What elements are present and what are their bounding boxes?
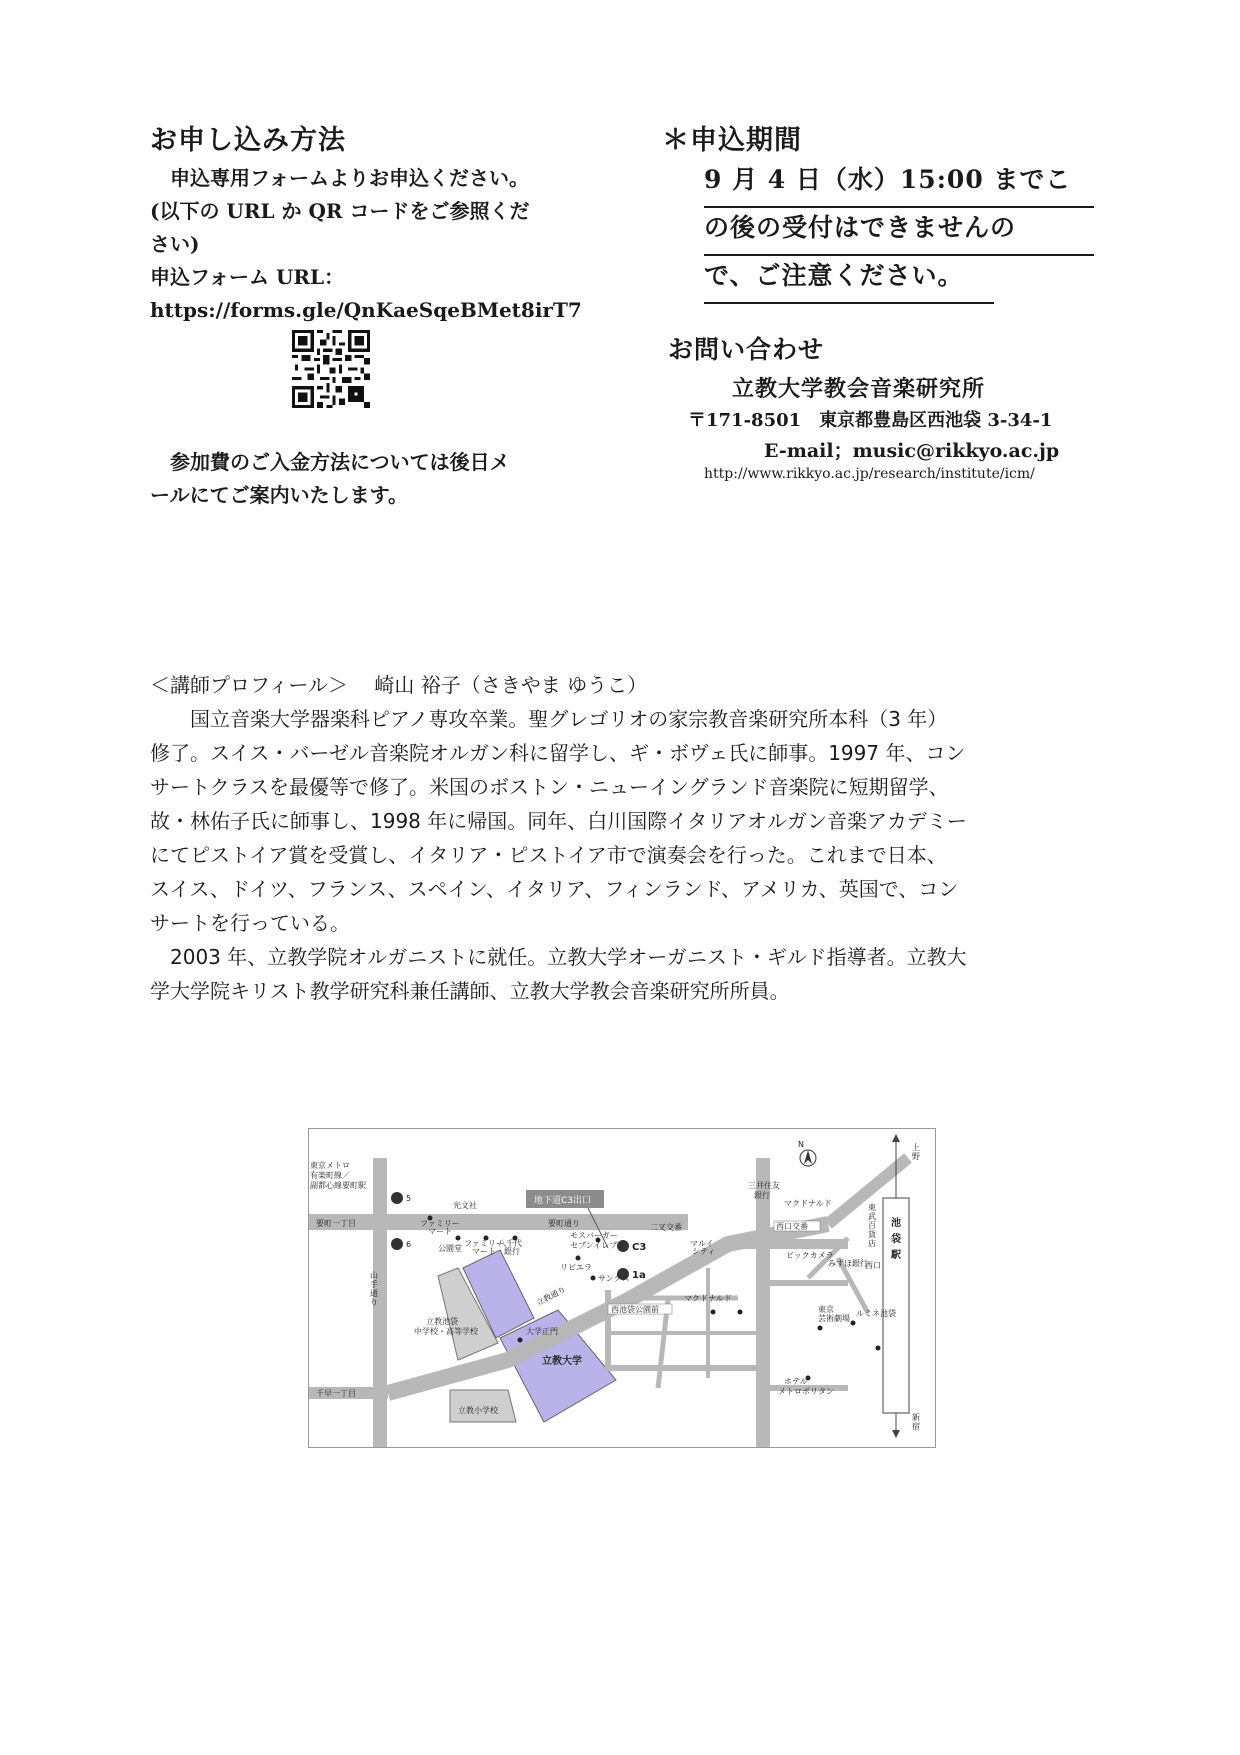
fee-notice [150, 446, 590, 512]
hotel-label: メトロポリタン [778, 1387, 834, 1396]
shinjuku-label: 新 [912, 1413, 920, 1422]
mcd-label: マクドナルド [784, 1199, 832, 1208]
profile-line: スイス、ドイツ、フランス、スペイン、イタリア、フィンランド、アメリカ、英国で、コン [150, 877, 959, 901]
yamate-street-label: 手 [370, 1280, 378, 1289]
fee-line: ールにてご案内いたします。 [150, 483, 408, 507]
contact-email[interactable]: E-mail；music@rikkyo.ac.jp [764, 440, 1060, 462]
north-label: N [798, 1140, 804, 1149]
mcd-2-label: マクドナルド [684, 1294, 732, 1303]
marui-label: シティ [692, 1247, 716, 1256]
exit-5-label: 5 [406, 1194, 412, 1203]
junior-high-label: 立教池袋 [426, 1317, 458, 1326]
period-line: 9 月 4 日（水）15:00 までこ [704, 160, 1094, 208]
application-line: さい) [150, 232, 200, 256]
futamata-label: 二叉交番 [650, 1223, 682, 1232]
yamate-street-label: 通 [370, 1289, 378, 1298]
kobunsha-label: 光文社 [453, 1201, 477, 1210]
application-url-link[interactable]: https://forms.gle/QnKaeSqeBMet8irT7 [150, 298, 582, 322]
contact-organization: 立教大学教会音楽研究所 [732, 376, 986, 402]
ikebukuro-station-label: 袋 [891, 1234, 901, 1245]
application-url-label: 申込フォーム URL： [150, 265, 345, 289]
profile-line: 故・林佑子氏に師事し、1998 年に帰国。同年、白川国際イタリアオルガン音楽アカデミー [150, 809, 967, 833]
shinjuku-label: 宿 [912, 1422, 920, 1431]
koen-label: 公園堂 [438, 1244, 462, 1253]
ueno-label: 野 [912, 1152, 920, 1161]
metro-label: 有楽町線／ [310, 1171, 350, 1180]
contact-url-link[interactable]: http://www.rikkyo.ac.jp/research/institute/icm/ [704, 466, 1035, 482]
yamate-street-label: 山 [370, 1271, 378, 1280]
underground-exit-label: 地下道C3出口 [534, 1196, 592, 1206]
mos-label: モスバーガー [570, 1231, 618, 1240]
application-instructions [150, 162, 590, 327]
profile-line: 修了。スイス・バーゼル音楽院オルガン科に留学し、ギ・ボヴェ氏に師事。1997 年、コン [150, 741, 966, 765]
exit-6-label: 6 [406, 1240, 412, 1249]
metro-label: 東京メトロ [310, 1161, 350, 1170]
contact-heading: お問い合わせ [668, 335, 825, 364]
fee-line: 参加費のご入金方法については後日メ [170, 450, 510, 474]
period-line: の後の受付はできませんの [704, 208, 1094, 256]
qr-code-icon [292, 330, 370, 408]
sumitomo-label: 銀行 [754, 1191, 770, 1200]
geigeki-label: 東京 [818, 1305, 834, 1314]
rikkyo-street-label: 立教通り [534, 1284, 568, 1308]
ueno-label: 上 [912, 1143, 920, 1152]
profile-line: サートを行っている。 [150, 911, 350, 935]
profile-line: にてピストイア賞を受賞し、イタリア・ピストイア市で演奏会を行った。これまで日本、 [150, 843, 947, 867]
ribiera-label: リビエラ [560, 1263, 592, 1272]
mizuho-label: みずほ銀行 [828, 1259, 868, 1268]
profile-line: サートクラスを最優等で修了。米国のボストン・ニューイングランド音楽院に短期留学、 [150, 775, 949, 799]
sumitomo-label: 三井住友 [748, 1181, 780, 1190]
profile-line: 2003 年、立教学院オルガニストに就任。立教大学オーガニスト・ギルド指導者。立教大 [150, 945, 967, 969]
familymart-label: ファミリー [420, 1219, 460, 1228]
familymart-label: マート [428, 1227, 452, 1236]
nishiguchi-label: 西口 [865, 1261, 881, 1270]
kaname-street-label: 要町通り [548, 1219, 580, 1228]
instructor-profile [150, 668, 1090, 1008]
kaname-crossing-label: 要町一丁目 [316, 1219, 356, 1228]
profile-title: ＜講師プロフィール＞ 崎山 裕子（さきやま ゆうこ） [150, 673, 648, 697]
elementary-label: 立教小学校 [458, 1406, 498, 1415]
tobu-label: 武 [868, 1212, 876, 1221]
lumine-label: ルミネ池袋 [856, 1309, 896, 1318]
yamate-street-label: り [370, 1298, 378, 1307]
nishiguchi-koban-label: 西口交番 [776, 1222, 808, 1231]
seven-label: セブンイレブン [570, 1241, 625, 1250]
tobu-label: 貨 [868, 1230, 876, 1239]
period-line: で、ご注意ください。 [704, 256, 994, 304]
application-line: 申込専用フォームよりお申込ください。 [170, 166, 529, 190]
contact-address: 〒171-8501 東京都豊島区西池袋 3-34-1 [688, 410, 1053, 431]
tobu-label: 東 [868, 1203, 876, 1212]
marui-label: マルイ [690, 1239, 714, 1248]
university-label: 立教大学 [542, 1356, 582, 1367]
profile-line: 国立音楽大学器楽科ピアノ専攻卒業。聖グレゴリオの家宗教音楽研究所本科（3 年） [150, 707, 948, 731]
tobu-label: 百 [868, 1221, 876, 1230]
sunkus-label: サンクス [598, 1274, 630, 1283]
hachijuni-label: 八千代 [498, 1239, 522, 1248]
exit-1a-label: 1a [632, 1270, 646, 1281]
period-heading: ＊申込期間 [662, 125, 802, 156]
access-map [308, 1128, 936, 1448]
ikebukuro-station-label: 駅 [891, 1250, 901, 1261]
senkawa-crossing-label: 千早一丁目 [316, 1389, 356, 1398]
tobu-label: 店 [868, 1239, 876, 1248]
hachijuni-label: 銀行 [504, 1247, 520, 1256]
geigeki-label: 芸術劇場 [818, 1314, 850, 1323]
familymart-2-label: マート [472, 1247, 496, 1256]
hotel-label: ホテル [784, 1377, 808, 1386]
application-heading: お申し込み方法 [150, 125, 346, 156]
application-line: (以下の URL か QR コードをご参照くだ [150, 199, 530, 223]
bic-label: ビックカメラ [786, 1251, 834, 1260]
exit-c3-label: C3 [632, 1242, 647, 1253]
main-gate-label: 大学正門 [526, 1327, 558, 1336]
period-notice [704, 160, 1094, 304]
profile-line: 学大学院キリスト教学研究科兼任講師、立教大学教会音楽研究所所員。 [150, 979, 790, 1003]
ikebukuro-station-label: 池 [891, 1218, 901, 1229]
park-label: 西池袋公園前 [611, 1305, 659, 1314]
familymart-2-label: ファミリー [464, 1239, 504, 1248]
junior-high-label: 中学校・高等学校 [414, 1327, 478, 1336]
metro-label: 副都心線要町駅 [310, 1181, 366, 1190]
